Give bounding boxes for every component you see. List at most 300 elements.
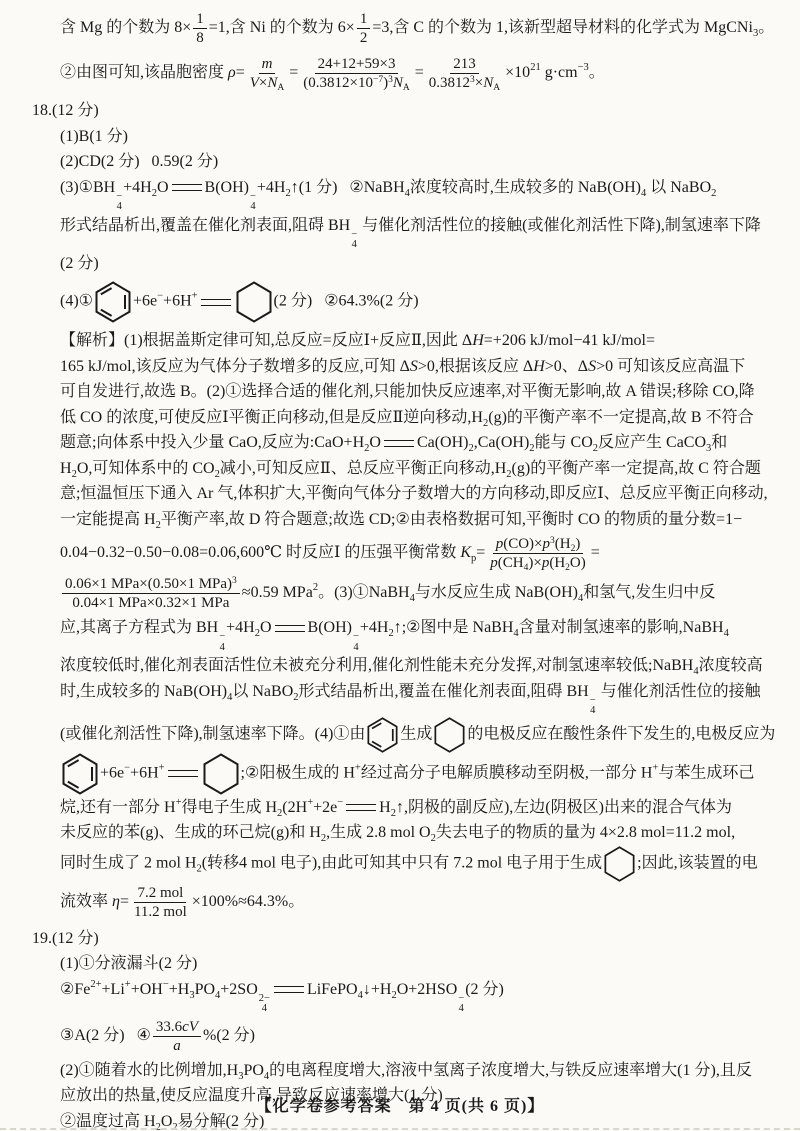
benzene-ring-icon (95, 281, 131, 323)
text-run: 烷,还有一部分 H (60, 798, 176, 816)
charge-stack (458, 994, 464, 1015)
stack-superscript: − (219, 631, 226, 642)
text-run: 未反应的苯(g)、生成的环己烷(g)和 H (60, 824, 321, 841)
text-run: ×100%≈64.3%。 (191, 892, 305, 910)
italic-variable: N (483, 75, 494, 91)
text-run: 与水反应生成 NaB(OH) (414, 584, 578, 602)
text-run: 7.2 mol (137, 884, 184, 901)
italic-variable: H (472, 332, 484, 349)
subscript: 2 (570, 544, 576, 554)
cyclohexane-ring-icon (236, 281, 272, 323)
italic-variable: V (188, 1018, 198, 1035)
benzene-ring-icon (62, 753, 98, 795)
text-run: O (156, 178, 169, 196)
text-run: +4H (359, 619, 389, 636)
italic-variable: N (392, 75, 403, 91)
charge-stack (259, 994, 270, 1015)
text-run: ,Ca(OH) (473, 434, 530, 451)
fraction (247, 55, 288, 92)
superscript: + (175, 796, 182, 808)
charge-stack (351, 230, 357, 251)
subscript: 2 (364, 443, 370, 454)
text-line (60, 679, 800, 717)
text-run: 形式结晶析出,覆盖在催化剂表面,阻碍 BH (298, 682, 589, 700)
text-run: 经过高分子电解质膜移动至阴极,一部分 H (360, 764, 653, 782)
text-run: 。 (588, 64, 605, 82)
superscript: − (162, 978, 169, 990)
superscript: 3 (232, 576, 237, 586)
text-run: 【解析】(1)根据盖斯定律可知,总反应=反应Ⅰ+反应Ⅱ,因此 Δ (60, 332, 473, 349)
fraction (426, 55, 503, 92)
text-run: 213 (453, 56, 476, 72)
stack-subscript: 4 (219, 641, 225, 653)
text-run: (转移4 mol 电子),由此可知其中只有 7.2 mol 电子用于生成 (201, 854, 603, 872)
text-run: 0.3812 (428, 75, 471, 91)
subscript: 2 (592, 443, 599, 454)
text-run: (2)①随着水的比例增加,H (60, 1061, 239, 1079)
italic-variable: N (267, 75, 278, 91)
text-run: 和氢气,发生归中反 (583, 584, 716, 602)
text-run: = (476, 544, 486, 562)
cyclohexane-ring-icon (434, 717, 465, 753)
stack-superscript: − (458, 992, 465, 1004)
text-run: 易分解(2 分) (177, 1112, 265, 1130)
text-line (60, 354, 800, 380)
fraction (153, 1018, 201, 1055)
superscript: + (307, 796, 314, 808)
subscript: 4 (523, 563, 529, 573)
text-run: >0、Δ (544, 357, 589, 375)
subscript: 4 (263, 1070, 270, 1082)
subscript: 2 (320, 833, 327, 844)
subscript: 2 (468, 443, 474, 454)
text-run: 1 (359, 11, 368, 27)
text-run: 与催化剂活性位的接触(或催化剂活性下降),制氢速率下降 (358, 216, 761, 234)
fraction-numerator (193, 10, 207, 29)
text-run: 平衡产率,故 D 符合题意;故选 CD;②由表格数据可知,平衡时 CO 的物质的量分数=1− (160, 510, 743, 528)
subscript: 2 (430, 833, 436, 844)
text-run: (2 分) (60, 254, 99, 272)
fraction (300, 55, 412, 92)
fraction-denominator (193, 29, 207, 47)
text-run: (H (549, 555, 566, 571)
subscript: 2 (196, 863, 202, 875)
subscript: 2 (565, 563, 570, 573)
superscript: − (124, 762, 131, 774)
subscript: A (493, 83, 501, 93)
text-run: ×10 (505, 64, 531, 82)
fraction-numerator (450, 55, 479, 74)
text-run: 低 CO 的浓度,可使反应Ⅰ平衡正向移动,但是反应Ⅱ逆向移动,H (60, 408, 483, 426)
double-bond-icon (384, 440, 414, 447)
text-run: 。(3)①NaBH (318, 584, 410, 602)
text-line (60, 281, 800, 323)
text-run: 应放出的热量,使反应温度升高,导致反应速率增大(1 分) (60, 1087, 443, 1104)
stack-superscript: − (116, 190, 123, 202)
text-run: 得电子生成 H (181, 798, 278, 816)
subscript: 4 (513, 628, 519, 639)
text-line (60, 456, 800, 482)
subscript: 4 (409, 593, 415, 605)
italic-variable: H (533, 357, 545, 375)
text-run: ;②阳极生成的 H (240, 764, 355, 782)
text-run: ③A(2 分) ④ (60, 1026, 151, 1044)
text-run: ②Fe (60, 980, 91, 998)
subscript: p (471, 553, 477, 565)
text-run: =+206 kJ/mol−41 kJ/mol= (483, 332, 655, 349)
superscript: 21 (530, 62, 541, 74)
text-line (60, 535, 800, 572)
text-run: 。 (758, 19, 775, 37)
superscript: 3 (388, 75, 393, 85)
text-run: 同时生成了 2 mol H (60, 854, 197, 872)
subscript: 2 (151, 187, 157, 199)
text-run: = (590, 544, 600, 562)
text-run: 0.06×1 MPa×(0.50×1 MPa) (65, 576, 233, 592)
fraction-denominator (170, 1037, 184, 1055)
text-run: +4H (256, 178, 286, 196)
answer-content (0, 10, 800, 1131)
subscript: 2 (529, 443, 535, 454)
text-run: 18.(12 分) (32, 102, 99, 119)
text-run: 意;恒温恒压下通入 Ar 气,体积扩大,平衡向气体分子数增大的方向移动,即反应Ⅰ、总反应平衡正向移动, (60, 485, 768, 502)
text-run: +6H (130, 764, 159, 782)
fraction-denominator (131, 903, 190, 921)
superscript: 2+ (90, 978, 102, 990)
fraction-numerator (153, 1018, 201, 1037)
text-run: 11.2 mol (133, 903, 187, 920)
cyclohexane-ring-icon (203, 753, 239, 795)
text-run: (或催化剂活性下降),制氢速率下降。(4)①由 (60, 725, 366, 743)
charge-stack (590, 696, 596, 717)
text-run: >0 可知该反应高温下 (596, 357, 746, 375)
text-run: (3)①BH (60, 178, 116, 196)
italic-variable: p (495, 536, 504, 552)
stack-subscript: 4 (353, 641, 359, 653)
text-run: 0.04×1 MPa×0.32×1 MPa (72, 595, 230, 611)
text-run: +2e (313, 798, 338, 816)
text-line (60, 430, 800, 456)
italic-variable: η (112, 892, 120, 910)
fraction-numerator (493, 535, 584, 554)
text-line (60, 1018, 800, 1055)
text-run: 含 Mg 的个数为 8× (60, 19, 192, 37)
subscript: 2 (71, 468, 77, 480)
page-bottom-divider (0, 1128, 800, 1130)
double-bond-icon (201, 299, 231, 306)
text-run: 浓度较高 (698, 657, 763, 674)
text-run: +4H (226, 619, 255, 636)
text-run: 与苯生成环己 (658, 764, 755, 782)
fraction-numerator (357, 10, 371, 29)
text-run: 浓度较高时,生成较多的 NaB(OH) (409, 178, 641, 196)
text-run: O (259, 619, 272, 636)
text-run: )× (528, 555, 542, 571)
text-run: (g)的平衡产率一定提高,故 C 符合题 (511, 459, 761, 477)
text-run: (2)CD(2 分) 0.59(2 分) (60, 153, 219, 170)
text-run: (0.3812×10 (303, 75, 374, 91)
subscript: A (277, 83, 285, 93)
text-run: 可自发进行,故选 B。(2)①选择合适的催化剂,只能加快反应速率,对平衡无影响,故 A 错误;移除 CO,降 (60, 383, 755, 400)
page-footer: 【化学卷参考答案 第 4 页(共 6 页)】 (255, 1097, 545, 1115)
text-run: (CH (497, 555, 524, 571)
text-run: ②由图可知,该晶胞密度 (60, 64, 229, 82)
text-run: 以 NaBO (646, 178, 712, 196)
superscript: 2 (312, 582, 319, 594)
text-run: O (369, 434, 381, 451)
text-run: 流效率 (60, 892, 113, 910)
text-run: ②温度过高 H (60, 1112, 156, 1130)
stack-superscript: − (249, 190, 256, 202)
subscript: 3 (752, 28, 759, 40)
text-run: (4)① (60, 292, 93, 310)
text-run: +Li (101, 980, 125, 998)
subscript: 4 (404, 187, 410, 199)
stack-subscript: 4 (458, 1003, 464, 1014)
text-line (60, 575, 800, 612)
text-run: (g)的平衡产率不一定提高,故 B 不符合 (488, 408, 754, 426)
text-run: 的电极反应在酸性条件下发生的,电极反应为 (467, 725, 776, 743)
charge-stack (250, 192, 256, 213)
text-run: 2 (359, 30, 368, 46)
fraction-numerator (62, 575, 240, 594)
text-line (60, 820, 800, 846)
subscript: 2 (482, 417, 489, 429)
text-run: =1,含 Ni 的个数为 6× (208, 19, 355, 37)
superscript: + (652, 762, 659, 774)
fraction-numerator (315, 55, 399, 74)
fraction (131, 884, 190, 921)
text-run: 165 kJ/mol,该反应为气体分子数增多的反应,可知 Δ (60, 357, 410, 375)
text-run: (1)①分液漏斗(2 分) (60, 955, 198, 972)
text-run: =3,含 C 的个数为 1,该新型超导材料的化学式为 MgCNi (372, 19, 753, 37)
text-run: 24+12+59×3 (317, 56, 396, 72)
text-run: >0,根据该反应 Δ (417, 357, 534, 375)
text-run: g·cm (540, 64, 578, 82)
text-run: LiFePO (306, 980, 358, 998)
superscript: + (158, 762, 165, 774)
text-line (60, 1058, 800, 1084)
text-run: O (160, 1112, 173, 1130)
text-line (60, 507, 800, 533)
text-run: ↑(1 分) ②NaBH (290, 178, 405, 196)
italic-variable: p (490, 555, 498, 571)
text-run: 0.04−0.32−0.50−0.08=0.06,600℃ 时反应Ⅰ 的压强平衡常数 (60, 544, 461, 562)
subscript: 2 (155, 1121, 161, 1131)
text-run: 题意;向体系中投入少量 CaO,反应为:CaO+H (60, 434, 365, 451)
text-line (60, 481, 800, 507)
text-run: PO (243, 1061, 264, 1079)
text-run: PO (194, 980, 216, 998)
subscript: 3 (238, 1070, 244, 1082)
text-run: H (60, 459, 72, 477)
text-line (60, 10, 800, 47)
text-run: O,可知体系中的 CO (76, 459, 215, 477)
text-run: %(2 分) (203, 1026, 255, 1044)
superscript: −7 (373, 75, 384, 85)
superscript: + (354, 762, 361, 774)
italic-variable: p (541, 555, 550, 571)
text-line (60, 405, 800, 431)
text-line (60, 653, 800, 679)
subscript: 2 (391, 989, 397, 1001)
text-run: = (414, 64, 424, 82)
superscript: −3 (577, 62, 589, 74)
text-run: +OH (130, 980, 163, 998)
text-run: Ca(OH) (416, 434, 469, 451)
stack-subscript: 4 (351, 239, 357, 250)
text-run: 1 (196, 11, 204, 27)
text-run: 一定能提高 H (60, 510, 156, 528)
italic-variable: a (173, 1037, 181, 1054)
text-line (32, 926, 800, 952)
text-run: 时,生成较多的 NaB(OH) (60, 682, 228, 700)
benzene-ring-icon (367, 717, 398, 753)
subscript: 2 (254, 628, 260, 639)
fraction-denominator (300, 74, 412, 92)
superscript: − (157, 290, 164, 302)
fraction-denominator (69, 594, 232, 612)
double-bond-icon (346, 804, 376, 811)
stack-subscript: 4 (261, 1003, 267, 1014)
double-bond-icon (168, 770, 198, 777)
text-line (60, 149, 800, 175)
text-run: (2 分) ②64.3%(2 分) (273, 292, 419, 310)
fraction (487, 535, 588, 572)
stack-subscript: 4 (250, 201, 256, 212)
subscript: 4 (227, 691, 233, 703)
subscript: 2 (506, 468, 512, 480)
text-run: 能与 CO (534, 434, 593, 451)
subscript: 2 (390, 807, 396, 819)
text-run: 8 (196, 30, 204, 46)
double-bond-icon (172, 184, 202, 191)
text-run: (2 分) (465, 980, 504, 998)
superscript: 3 (470, 75, 475, 85)
text-run: × (258, 75, 268, 91)
text-line (60, 846, 800, 882)
italic-variable: p (542, 536, 550, 552)
text-run: ,生成 2.8 mol O (326, 824, 431, 841)
italic-variable: S (409, 357, 418, 375)
fraction-denominator (487, 554, 588, 572)
subscript: A (402, 83, 410, 93)
text-line (60, 717, 800, 753)
text-run: 减小,可知反应Ⅱ、总反应平衡正向移动,H (219, 459, 507, 477)
text-run: 33.6 (155, 1018, 183, 1035)
text-run: 以 NaBO (232, 682, 294, 700)
text-run: 和 (711, 434, 728, 451)
text-run: = (235, 64, 245, 82)
text-run: 19.(12 分) (32, 929, 99, 947)
text-run: 生成 (400, 725, 433, 743)
double-bond-icon (274, 986, 304, 993)
subscript: 2 (711, 187, 717, 199)
stack-superscript: 2− (258, 992, 270, 1004)
text-line (60, 951, 800, 977)
text-run: (2H (282, 798, 308, 816)
text-run: O+2HSO (396, 980, 458, 998)
subscript: 4 (215, 989, 221, 1001)
fraction-denominator (247, 74, 288, 92)
subscript: 2 (293, 691, 299, 703)
text-run: × (474, 75, 484, 91)
subscript: 4 (357, 989, 363, 1001)
text-line (60, 124, 800, 150)
stack-superscript: − (352, 631, 359, 642)
text-run: (1)B(1 分) (60, 127, 128, 145)
text-run: ) (383, 75, 389, 91)
text-run: 形式结晶析出,覆盖在催化剂表面,阻碍 BH (60, 216, 351, 234)
subscript: 2 (155, 519, 161, 531)
italic-variable: m (261, 56, 273, 72)
subscript: 2 (388, 628, 394, 639)
fraction (62, 575, 240, 612)
stack-subscript: 4 (590, 705, 596, 716)
text-run: = (289, 64, 299, 82)
superscript: + (124, 978, 131, 990)
stack-superscript: − (351, 228, 358, 240)
charge-stack (219, 632, 225, 653)
text-line (60, 753, 800, 795)
text-run: = (119, 892, 129, 910)
text-line (60, 251, 800, 277)
text-run: +6e (133, 292, 158, 310)
subscript: 3 (706, 443, 712, 454)
italic-variable: V (249, 75, 259, 91)
fraction-denominator (357, 29, 371, 47)
fraction-denominator (426, 74, 503, 92)
italic-variable: ρ (228, 64, 236, 82)
text-run: O) (569, 555, 586, 571)
text-run: 失去电子的物质的量为 4×2.8 mol=11.2 mol, (435, 824, 736, 841)
charge-stack (353, 632, 359, 653)
fraction-numerator (134, 884, 186, 903)
text-run: 反应产生 CaCO (598, 434, 707, 451)
text-line (60, 977, 800, 1015)
fraction (357, 10, 371, 47)
text-run: B(OH) (204, 178, 249, 196)
subscript: 4 (723, 628, 729, 639)
text-run: 浓度较低时,催化剂表面活性位未被充分利用,催化剂性能未充分发挥,对制氢速率较低;NaBH (60, 657, 694, 674)
subscript: 2 (277, 807, 283, 819)
text-run: +2SO (220, 980, 258, 998)
text-line (60, 213, 800, 251)
text-line (60, 615, 800, 653)
superscript: 3 (550, 536, 555, 546)
text-run: ↓+H (362, 980, 392, 998)
subscript: 4 (693, 666, 699, 677)
text-run: ↑;②图中是 NaBH (393, 619, 514, 636)
text-line (60, 328, 800, 354)
subscript: 4 (577, 593, 584, 605)
text-run: ↑,阴极的副反应),左边(阴极区)出来的混合气体为 (395, 798, 732, 816)
fraction-numerator (259, 55, 276, 74)
stack-superscript: − (589, 694, 596, 706)
cyclohexane-ring-icon (604, 846, 635, 882)
text-run: (CO)× (503, 536, 543, 552)
text-run: +4H (123, 178, 152, 196)
charge-stack (116, 192, 122, 213)
text-run: 的电离程度增大,溶液中氢离子浓度增大,与铁反应速率增大(1 分),且反 (269, 1061, 752, 1079)
text-run: ) (575, 536, 581, 552)
subscript: 2 (172, 1121, 178, 1131)
text-run: (H (554, 536, 571, 552)
subscript: 2 (214, 468, 220, 480)
fraction (193, 10, 207, 47)
superscript: + (191, 290, 198, 302)
text-run: +6H (163, 292, 192, 310)
